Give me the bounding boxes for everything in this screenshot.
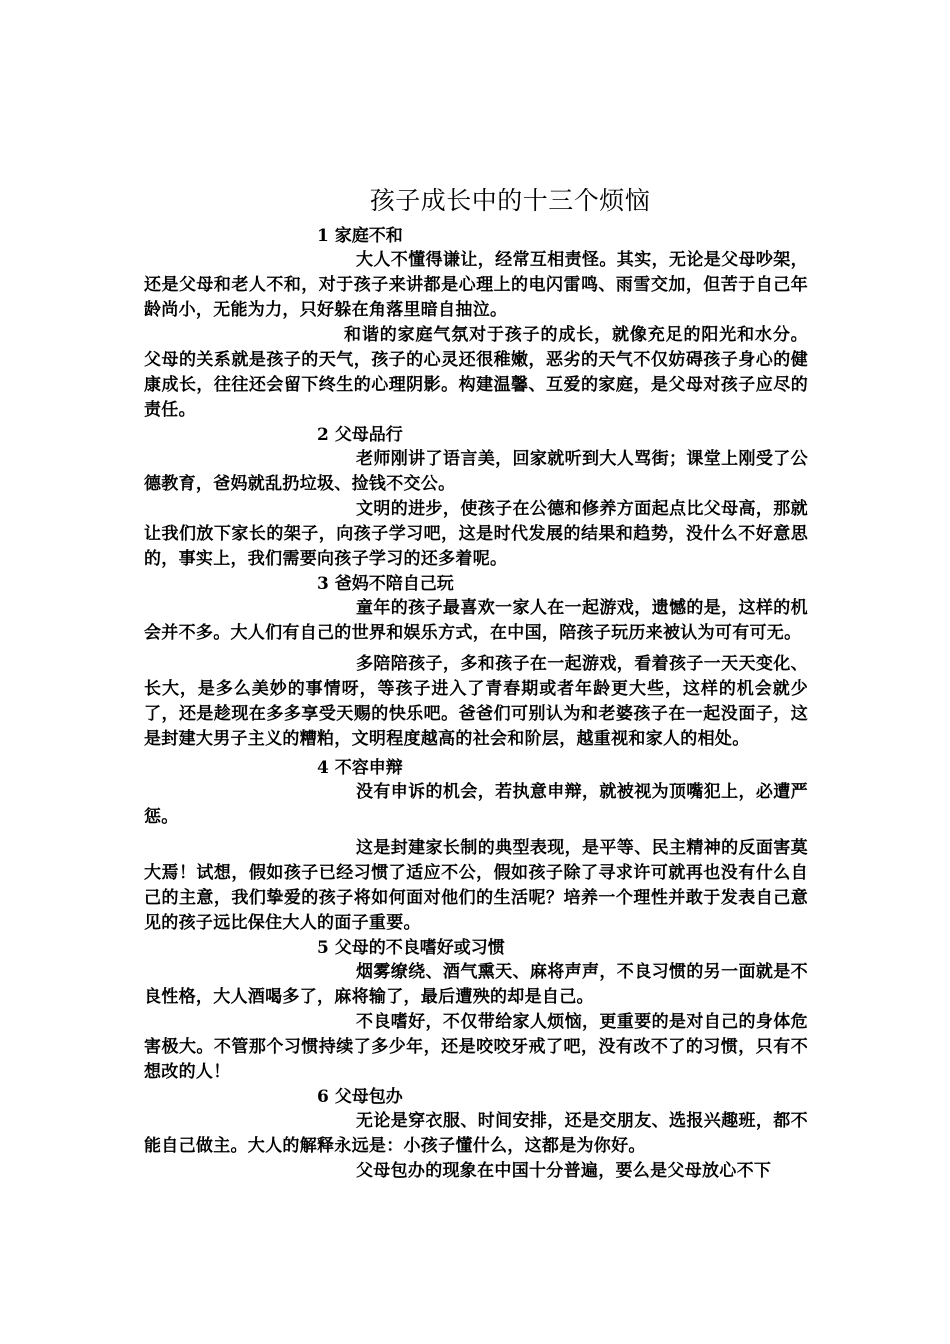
paragraph: 无论是穿衣服、时间安排，还是交朋友、选报兴趣班，都不能自己做主。大人的解释永远是：小孩子懂什么，这都是为你好。	[144, 1111, 808, 1156]
section-5	[144, 936, 808, 1085]
paragraph: 不良嗜好，不仅带给家人烦恼，更重要的是对自己的身体危害极大。不管那个习惯持续了多少年，还是咬咬牙戒了吧，没有改不了的习惯，只有不想改的人！	[144, 1012, 808, 1082]
document-page	[144, 186, 808, 1184]
paragraph: 没有申诉的机会，若执意申辩，就被视为顶嘴犯上，必遭严惩。	[144, 782, 808, 827]
section-heading: 5 父母的不良嗜好或习惯	[317, 938, 505, 958]
paragraph: 烟雾缭绕、酒气熏天、麻将声声，不良习惯的另一面就是不良性格，大人酒喝多了，麻将输了，最后遭殃的却是自己。	[144, 962, 808, 1007]
paragraph: 父母包办的现象在中国十分普遍，要么是父母放心不下	[356, 1161, 772, 1181]
section-4	[144, 756, 808, 936]
section-1	[144, 224, 808, 423]
section-heading: 6 父母包办	[317, 1087, 403, 1107]
section-heading: 1 家庭不和	[317, 226, 403, 246]
section-6	[144, 1085, 808, 1184]
section-heading: 3 爸妈不陪自己玩	[317, 574, 454, 594]
paragraph: 和谐的家庭气氛对于孩子的成长，就像充足的阳光和水分。父母的关系就是孩子的天气，孩子的心灵还很稚嫩，恶劣的天气不仅妨碍孩子身心的健康成长，往往还会留下终生的心理阴影。构建温馨、互爱的家庭，是父母对孩子应尽的责任。	[144, 325, 808, 420]
paragraph: 大人不懂得谦让，经常互相责怪。其实，无论是父母吵架，还是父母和老人不和，对于孩子来讲都是心理上的电闪雷鸣、雨雪交加，但苦于自己年龄尚小，无能为力，只好躲在角落里暗自抽泣。	[144, 250, 808, 320]
paragraph: 这是封建家长制的典型表现，是平等、民主精神的反面害莫大焉！试想，假如孩子已经习惯了适应不公，假如孩子除了寻求许可就再也没有什么自己的主意，我们挚爱的孩子将如何面对他们的生活呢？培养一个理性并敢于发表自己意见的孩子远比保住大人的面子重要。	[144, 838, 808, 933]
section-heading: 4 不容申辩	[317, 758, 403, 778]
paragraph: 童年的孩子最喜欢一家人在一起游戏，遗憾的是，这样的机会并不多。大人们有自己的世界和娱乐方式，在中国，陪孩子玩历来被认为可有可无。	[144, 598, 808, 643]
paragraph: 老师刚讲了语言美，回家就听到大人骂街；课堂上刚受了公德教育，爸妈就乱扔垃圾、捡钱不交公。	[144, 449, 808, 494]
section-2	[144, 423, 808, 572]
document-title: 孩子成长中的十三个烦恼	[369, 186, 651, 215]
section-heading: 2 父母品行	[317, 425, 403, 445]
paragraph: 多陪陪孩子，多和孩子在一起游戏，看着孩子一天天变化、长大，是多么美妙的事情呀，等孩子进入了青春期或者年龄更大些，这样的机会就少了，还是趁现在多多享受天赐的快乐吧。爸爸们可别认为和老婆孩子在一起没面子，这是封建大男子主义的糟粕，文明程度越高的社会和阶层，越重视和家人的相处。	[144, 654, 808, 749]
section-3	[144, 572, 808, 752]
paragraph: 文明的进步，使孩子在公德和修养方面起点比父母高，那就让我们放下家长的架子，向孩子学习吧，这是时代发展的结果和趋势，没什么不好意思的，事实上，我们需要向孩子学习的还多着呢。	[144, 499, 808, 569]
